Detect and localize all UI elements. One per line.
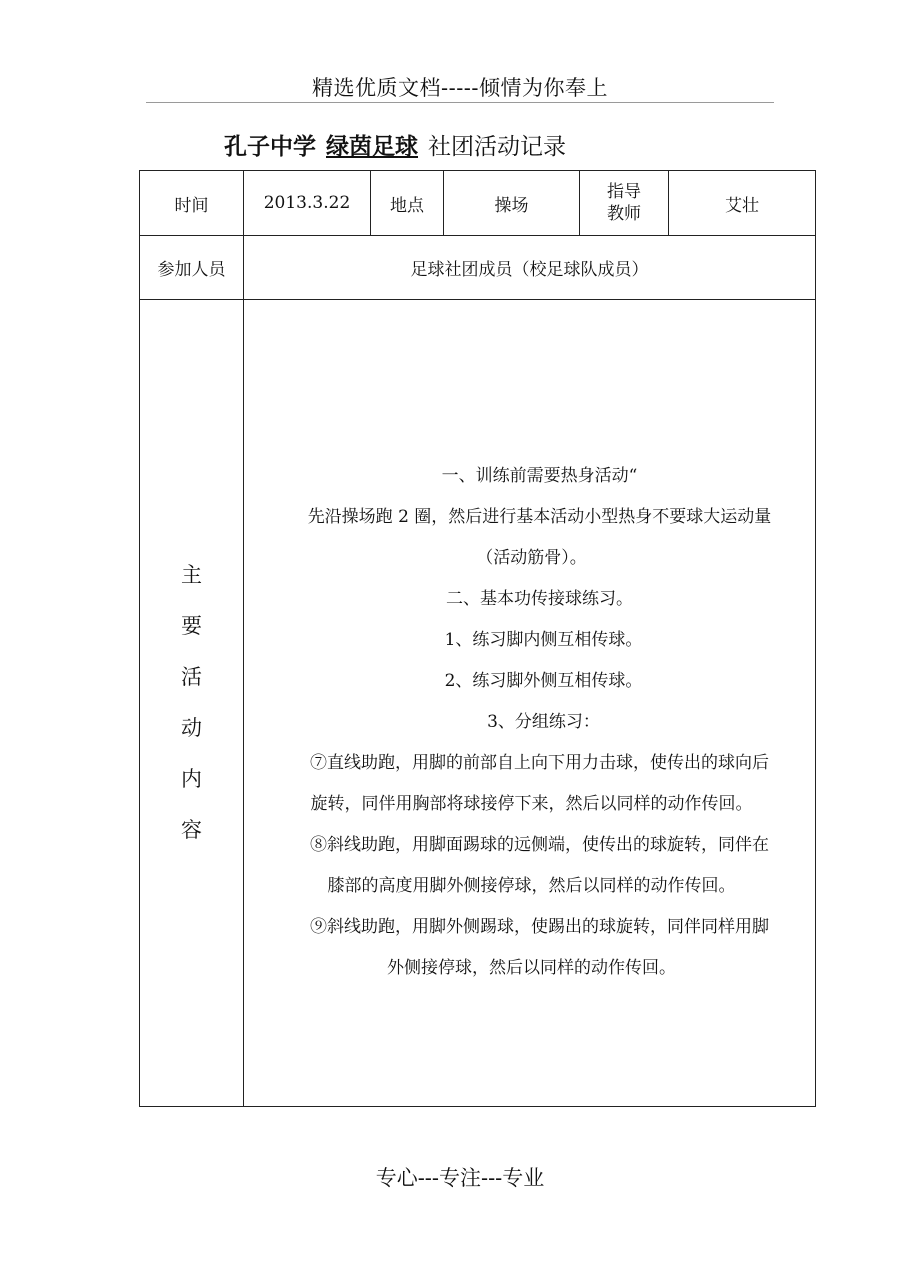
label-char: 主 xyxy=(181,563,202,587)
table-row-info xyxy=(140,171,816,236)
content-line: 二、基本功传接球练习。 xyxy=(446,588,633,609)
content-line: ⑧斜线助跑，用脚面踢球的远侧端，使传出的球旋转，同伴在 xyxy=(310,834,769,855)
main-content-label xyxy=(140,300,244,1107)
page-header: 精选优质文档-----倾情为你奉上 xyxy=(312,76,608,100)
content-line: 2、练习脚外侧互相传球。 xyxy=(444,670,643,691)
teacher-label-line1: 指导 xyxy=(607,182,641,202)
time-value: 2013.3.22 xyxy=(244,171,371,236)
participants-value: 足球社团成员（校足球队成员） xyxy=(244,236,816,300)
content-line: ⑦直线助跑，用脚的前部自上向下用力击球，使传出的球向后 xyxy=(310,752,769,773)
content-line: 膝部的高度用脚外侧接停球，然后以同样的动作传回。 xyxy=(327,875,736,896)
title-school: 孔子中学 xyxy=(224,134,316,160)
label-char: 容 xyxy=(181,818,202,842)
content-line: 先沿操场跑 2 圈，然后进行基本活动小型热身不要球大运动量 xyxy=(307,506,772,527)
teacher-value: 艾壮 xyxy=(669,171,816,236)
teacher-label-line2: 教师 xyxy=(607,204,641,224)
time-label: 时间 xyxy=(140,171,244,236)
label-char: 活 xyxy=(181,665,202,689)
header-rule xyxy=(146,102,774,103)
label-char: 要 xyxy=(181,614,202,638)
table-row-content xyxy=(140,300,816,1107)
content-line: 3、分组练习： xyxy=(487,711,600,732)
content-line: （活动筋骨）。 xyxy=(476,547,587,568)
table-row-participants xyxy=(140,236,816,300)
content-line: 一、训练前需要热身活动“ xyxy=(441,465,638,486)
content-line: 外侧接停球，然后以同样的动作传回。 xyxy=(387,957,676,978)
document-title xyxy=(224,128,566,161)
title-suffix: 社团活动记录 xyxy=(428,134,566,160)
content-line: 旋转，同伴用胸部将球接停下来，然后以同样的动作传回。 xyxy=(310,793,753,814)
content-line: ⑨斜线助跑，用脚外侧踢球，使踢出的球旋转，同伴同样用脚 xyxy=(310,916,769,937)
activity-record-table xyxy=(139,170,816,1107)
main-content xyxy=(244,300,816,1107)
place-value: 操场 xyxy=(444,171,580,236)
label-char: 动 xyxy=(181,716,202,740)
vertical-label xyxy=(140,550,243,856)
teacher-label xyxy=(580,171,669,236)
title-club: 绿茵足球 xyxy=(326,134,418,160)
participants-label: 参加人员 xyxy=(140,236,244,300)
label-char: 内 xyxy=(181,767,202,791)
page-footer: 专心---专注---专业 xyxy=(375,1166,545,1190)
place-label: 地点 xyxy=(371,171,444,236)
content-line: 1、练习脚内侧互相传球。 xyxy=(444,629,643,650)
